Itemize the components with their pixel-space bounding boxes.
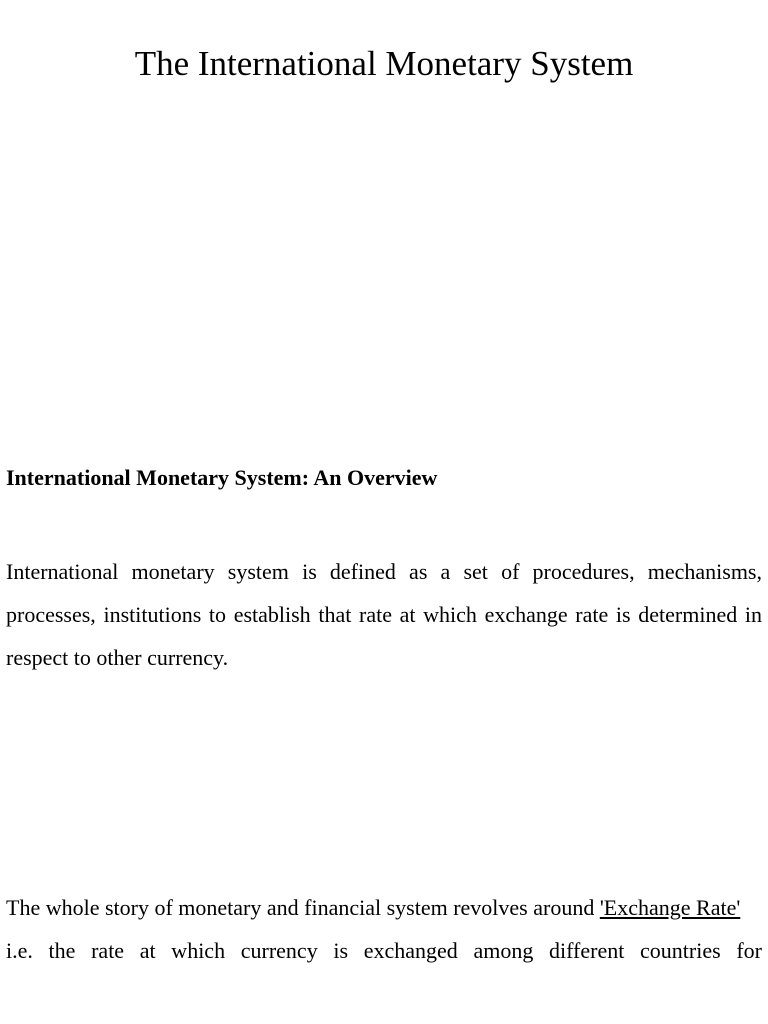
exchange-rate-term: 'Exchange Rate': [599, 895, 741, 920]
exchange-rate-paragraph-continuation: i.e. the rate at which currency is exchanged among different countries for: [6, 938, 762, 963]
document-title: The International Monetary System: [134, 44, 634, 83]
exchange-rate-paragraph: [6, 886, 762, 1015]
section-heading: International Monetary System: An Overview: [6, 465, 438, 490]
overview-paragraph: International monetary system is defined as a set of procedures, mechanisms, processes, institutions to establish that rate at which exchange rate is determined in respect to other currency.: [6, 559, 762, 670]
exchange-rate-paragraph-lead: The whole story of monetary and financial system revolves around: [6, 895, 600, 920]
